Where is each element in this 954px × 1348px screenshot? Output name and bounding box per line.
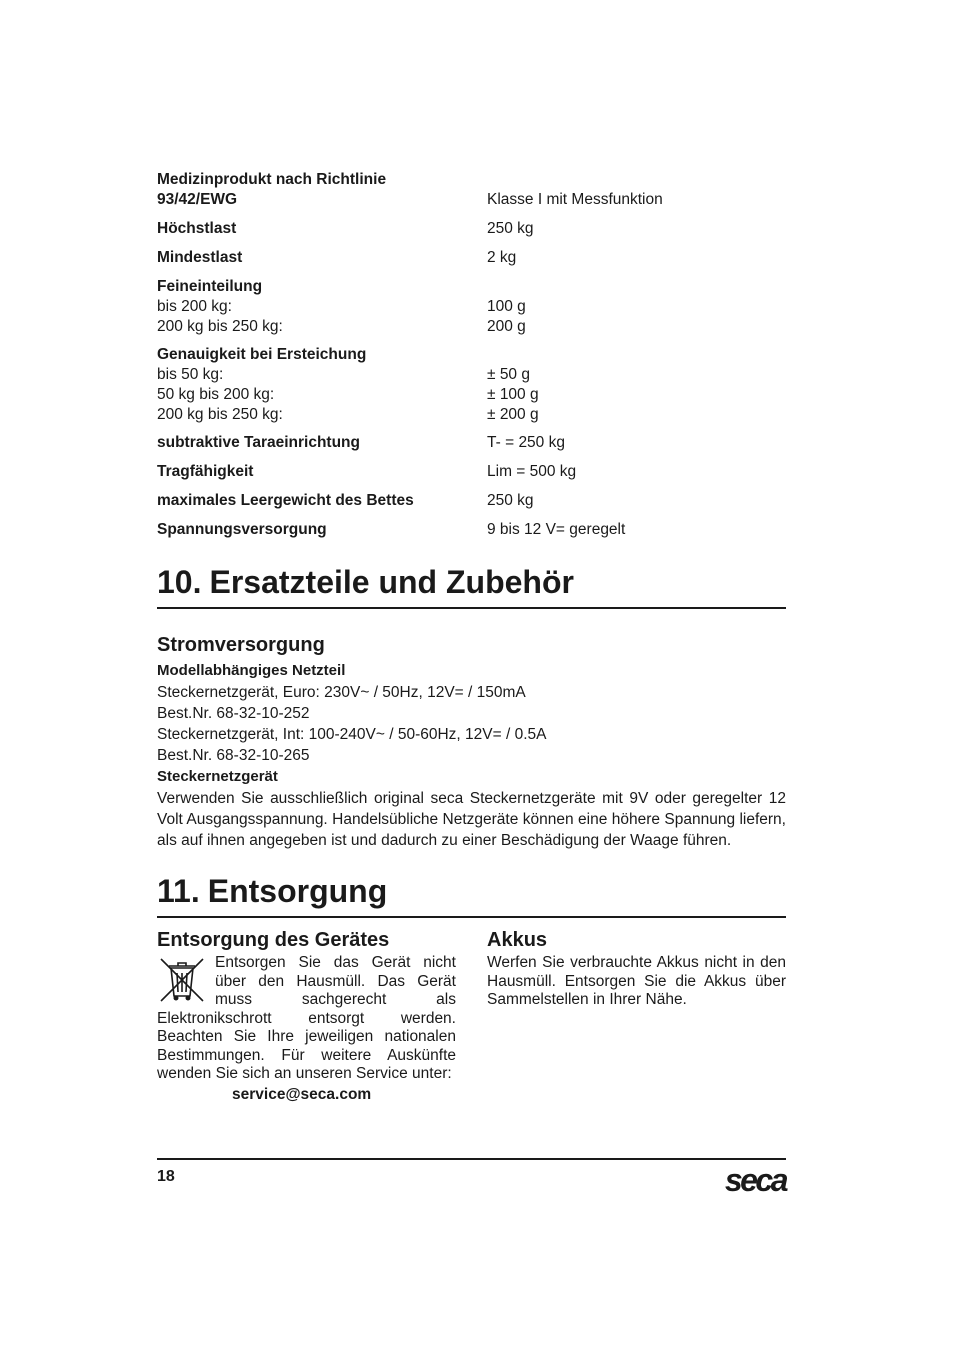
spec-row-hoechstlast [157,219,786,239]
spec-value: 2 kg [487,249,517,266]
spec-sublabel: 50 kg bis 200 kg: [157,386,275,403]
spec-row-mindestlast [157,248,786,268]
spec-subrow [157,405,786,425]
disposal-columns [157,928,786,1105]
spec-sublabel: 200 kg bis 250 kg: [157,318,283,335]
spec-sublabel: bis 200 kg: [157,298,232,315]
spec-row-tara [157,433,786,453]
spec-subrow [157,297,786,317]
page-footer [157,1158,786,1198]
spec-subrow [157,365,786,385]
disposal-battery-column [487,928,786,1105]
spec-label: Genauigkeit bei Ersteichung [157,346,367,363]
crossed-out-wheelie-bin-icon [157,956,207,1004]
spec-label: Tragfähigkeit [157,463,254,480]
spec-sublabel: bis 50 kg: [157,366,224,383]
subheading-steckernetzgeraet: Steckernetzgerät [157,768,278,785]
netzteil-line: Steckernetzgerät, Int: 100-240V~ / 50-60Hz, 12V= / 0.5A [157,726,547,743]
spec-label: Feineinteilung [157,278,263,295]
section-heading-11 [157,871,786,918]
spec-label: 93/42/EWG [157,191,238,208]
spec-value: 100 g [487,298,526,315]
spec-value: 250 kg [487,220,534,237]
page-content [157,170,786,1105]
spec-group-genauigkeit [157,345,786,425]
spec-sublabel: 200 kg bis 250 kg: [157,406,283,423]
netzteil-line: Best.Nr. 68-32-10-265 [157,747,310,764]
subheading-entsorgung-geraet: Entsorgung des Gerätes [157,929,390,951]
spec-value: ± 200 g [487,406,539,423]
spec-subrow [157,317,786,337]
spec-label: Spannungsversorgung [157,521,327,538]
spec-row-leergewicht [157,491,786,511]
spec-value: 250 kg [487,492,534,509]
spec-value: ± 100 g [487,386,539,403]
spec-subrow [157,385,786,405]
section-heading-10 [157,562,786,609]
spec-label: Medizinprodukt nach Richtlinie [157,171,387,188]
section-title: Entsorgung [207,873,388,909]
service-email: service@seca.com [232,1085,372,1103]
subheading-akkus: Akkus [487,929,548,951]
disposal-device-text: Entsorgen Sie das Gerät nicht über den Hausmüll. Das Gerät muss sachgerecht als Elektronikschrott entsorgt werden. Beachten Sie Ihre jeweiligen nationalen Bestimmungen. Für weitere Auskünfte wenden Sie sich an unseren Service unter: [157,954,456,1082]
spec-row-tragfaehigkeit [157,462,786,482]
section-number: 11. [157,873,200,909]
spec-label: Höchstlast [157,220,237,237]
spec-row-spannung [157,520,786,540]
section-number: 10. [157,564,202,600]
spec-value: 9 bis 12 V= geregelt [487,521,626,538]
spec-value: 200 g [487,318,526,335]
spec-label: Mindestlast [157,249,243,266]
spec-label: subtraktive Taraeinrichtung [157,434,360,451]
spec-group-feineinteilung [157,277,786,337]
spec-value: T- = 250 kg [487,434,565,451]
subheading-netzteil: Modellabhängiges Netzteil [157,662,346,679]
netzteil-line: Steckernetzgerät, Euro: 230V~ / 50Hz, 12V= / 150mA [157,684,526,701]
stecker-paragraph: Verwenden Sie ausschließlich original seca Steckernetzgeräte mit 9V oder geregelter 12 Volt Ausgangsspannung. Handelsübliche Netzgeräte können eine höhere Spannung liefern, als auf ihnen angegeben ist und dadurch zu einer Beschädigung der Waage führen. [157,790,786,849]
spec-value: Lim = 500 kg [487,463,577,480]
seca-logo: seca [724,1162,786,1198]
spec-label: maximales Leergewicht des Bettes [157,492,414,509]
spec-value: Klasse I mit Messfunktion [487,191,663,208]
disposal-device-column [157,928,456,1105]
spec-value: ± 50 g [487,366,530,383]
page-number: 18 [157,1168,175,1185]
akkus-text: Werfen Sie verbrauchte Akkus nicht in den Hausmüll. Entsorgen Sie die Akkus über Sammelstellen in Ihrer Nähe. [487,954,786,1008]
subheading-stromversorgung: Stromversorgung [157,634,325,656]
section-title: Ersatzteile und Zubehör [209,564,574,600]
netzteil-line: Best.Nr. 68-32-10-252 [157,705,310,722]
spec-row-medizinprodukt [157,170,786,210]
